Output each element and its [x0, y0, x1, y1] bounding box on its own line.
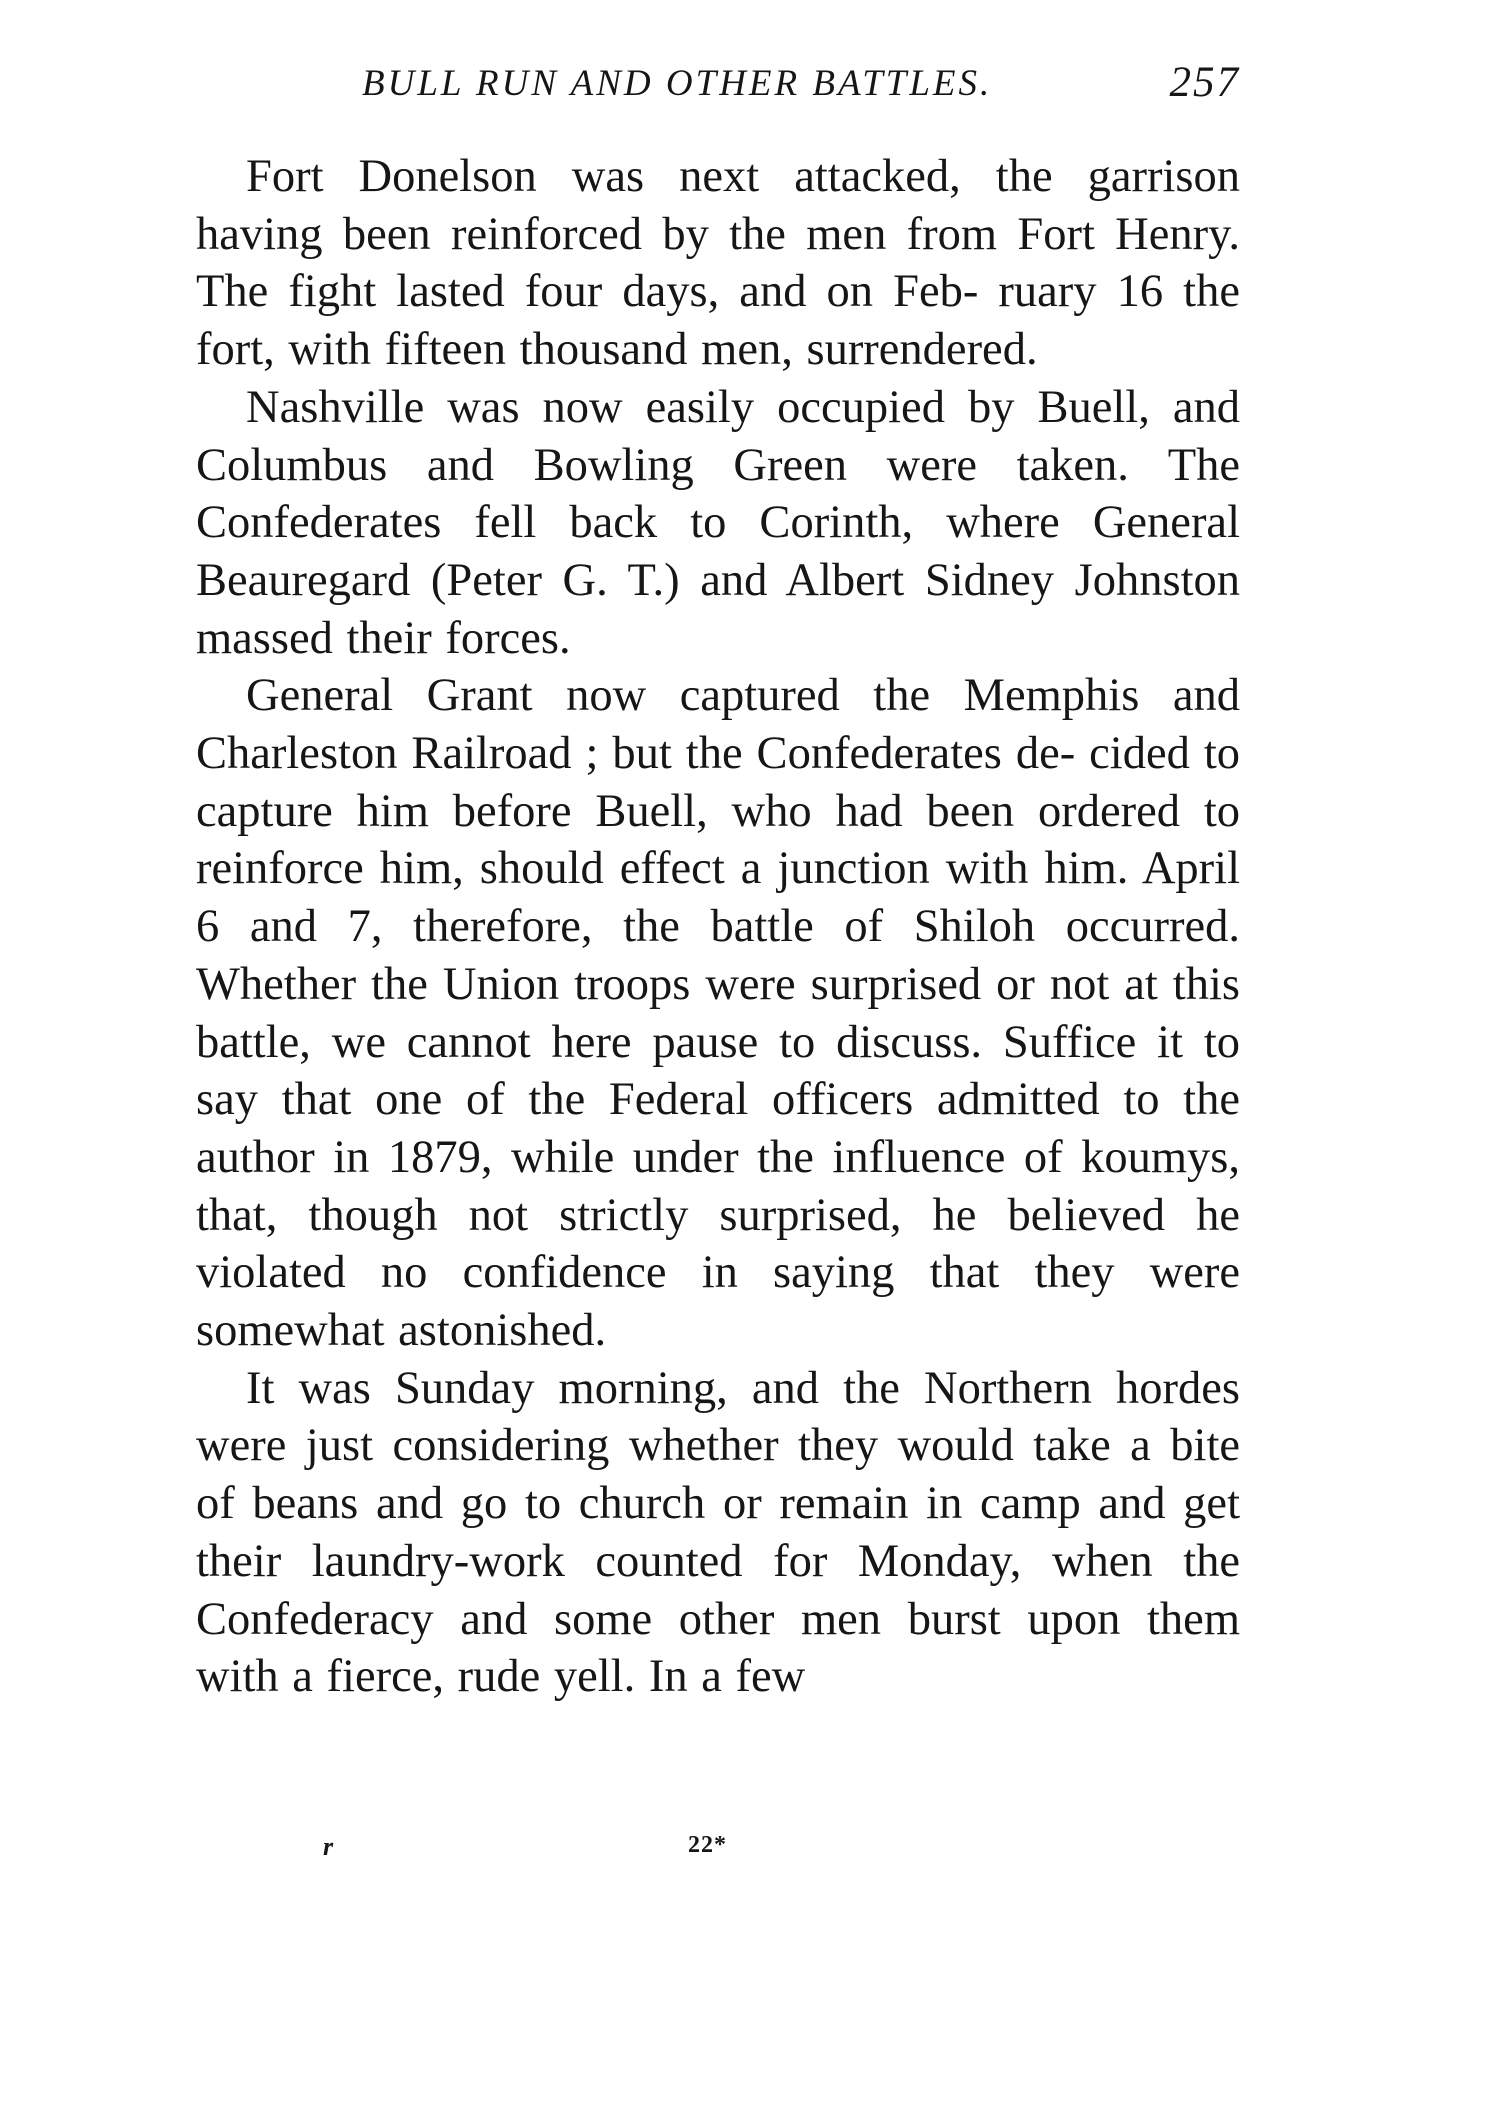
running-head	[196, 59, 1240, 122]
page-number: 257	[1169, 59, 1240, 106]
paragraph-nashville: Nashville was now easily occupied by Buell, and Columbus and Bowling Green were taken. The Confederates fell back to Corinth, where General Beauregard (Peter G. T.) and Albert Sidney Johnston massed their forces.	[196, 381, 1240, 664]
paragraph-fort-donelson: Fort Donelson was next attacked, the garrison having been reinforced by the men from Fort Henry. The fight lasted four days, and on Feb- ruary 16 the fort, with fifteen thousand men, surrendered.	[196, 151, 1240, 376]
signature-mark: r	[323, 1832, 334, 1861]
running-title: BULL RUN AND OTHER BATTLES.	[362, 63, 993, 104]
signature-number: 22*	[688, 1832, 727, 1858]
footer-signature	[196, 1832, 1240, 1872]
paragraph-shiloh: General Grant now captured the Memphis and Charleston Railroad ; but the Confederates de- cided to capture him before Buell, who had been ordered to reinforce him, should effect a junction with him. April 6 and 7, therefore, the battle of Shiloh occurred. Whether the Union troops were surprised or not at this battle, we cannot here pause to discuss. Suffice it to say that one of the Federal officers admitted to the author in 1879, while under the influence of koumys, that, though not strictly surprised, he believed he violated no confidence in saying that they were somewhat astonished.	[196, 670, 1240, 1357]
paragraph-sunday-morning: It was Sunday morning, and the Northern hordes were just considering whether they would take a bite of beans and go to church or remain in camp and get their laundry-work counted for Monday, when the Confederacy and some other men burst upon them with a fierce, rude yell. In a few	[196, 1362, 1240, 1703]
body-text	[196, 148, 1240, 1706]
